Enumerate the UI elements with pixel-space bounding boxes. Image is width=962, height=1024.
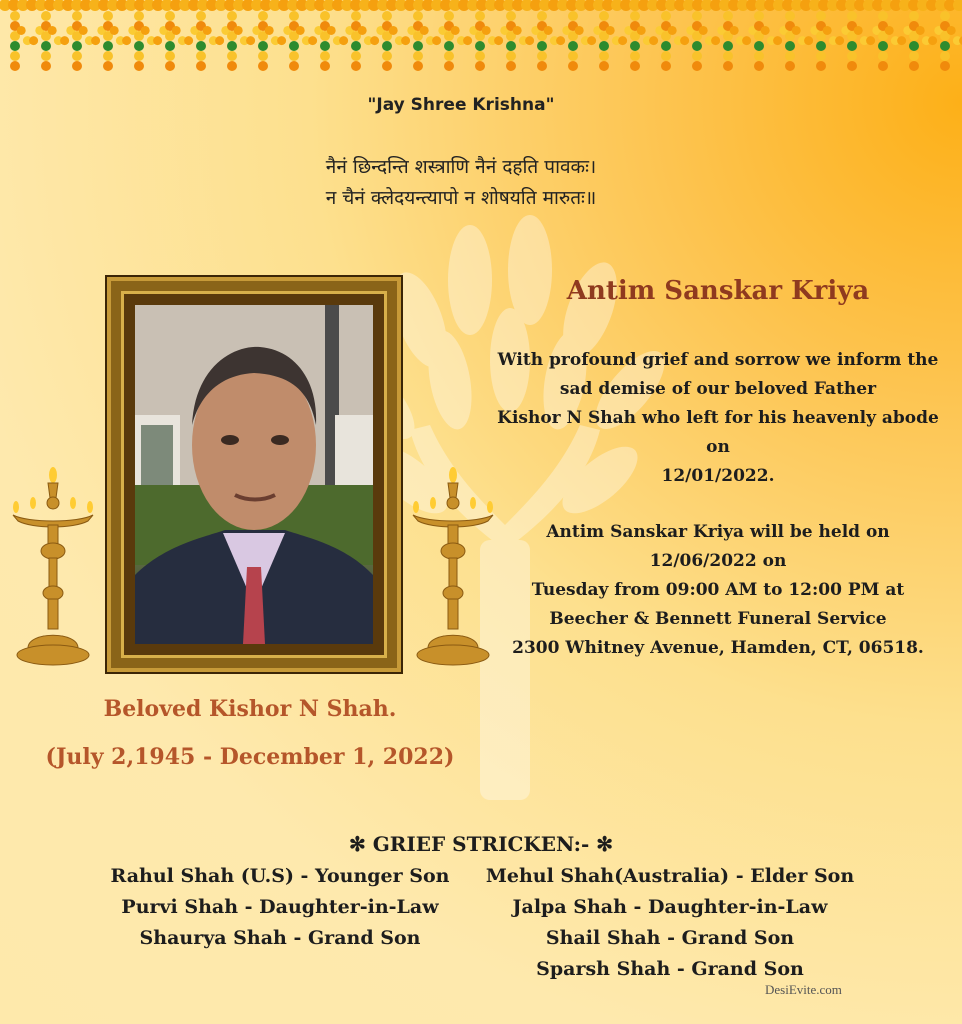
- marigold-flower: [103, 51, 113, 61]
- marigold-flower: [680, 36, 689, 45]
- marigold-flower: [661, 41, 671, 51]
- marigold-flower: [165, 11, 175, 21]
- marigold-flower: [885, 26, 894, 35]
- ceremony-details: [482, 518, 954, 663]
- marigold-flower: [277, 36, 286, 45]
- marigold-flower: [823, 26, 832, 35]
- marigold-flower: [599, 41, 609, 51]
- marigold-flower: [897, 36, 906, 45]
- marigold-flower: [940, 61, 950, 71]
- marigold-flower: [103, 61, 113, 71]
- marigold-flower: [444, 11, 454, 21]
- marigold-flower: [246, 36, 255, 45]
- marigold-flower: [692, 61, 702, 71]
- marigold-flower: [41, 51, 51, 61]
- marigold-flower: [909, 41, 919, 51]
- marigold-flower: [320, 61, 330, 71]
- portrait-photo: [135, 305, 373, 644]
- marigold-flower: [506, 11, 516, 21]
- marigold-flower: [10, 51, 20, 61]
- marigold-flower: [544, 26, 553, 35]
- marigold-flower: [513, 26, 522, 35]
- marigold-flower: [165, 61, 175, 71]
- marigold-flower: [816, 61, 826, 71]
- marigold-flower: [289, 41, 299, 51]
- marigold-flower: [599, 11, 609, 21]
- marigold-flower: [835, 36, 844, 45]
- marigold-flower: [134, 61, 144, 71]
- marigold-flower: [854, 26, 863, 35]
- marigold-flower: [661, 11, 671, 21]
- marigold-flower: [413, 11, 423, 21]
- marigold-flower: [203, 26, 212, 35]
- marigold-flower: [630, 11, 640, 21]
- marigold-flower: [785, 41, 795, 51]
- marigold-flower: [215, 36, 224, 45]
- marigold-flower: [909, 51, 919, 61]
- marigold-flower: [816, 41, 826, 51]
- marigold-flower: [339, 36, 348, 45]
- marigold-flower: [537, 11, 547, 21]
- family-member: Purvi Shah - Daughter-in-Law: [121, 896, 439, 918]
- marigold-flower: [692, 41, 702, 51]
- ceremony-title: Antim Sanskar Kriya: [566, 276, 870, 306]
- marigold-flower: [475, 51, 485, 61]
- marigold-flower: [382, 61, 392, 71]
- details-line: Beecher & Bennett Funeral Service: [549, 609, 887, 629]
- marigold-flower: [351, 51, 361, 61]
- marigold-flower: [785, 11, 795, 21]
- marigold-flower: [606, 26, 615, 35]
- family-member: Shail Shah - Grand Son: [545, 927, 795, 949]
- marigold-flower: [134, 11, 144, 21]
- family-list-left: [90, 861, 470, 954]
- marigold-flower: [320, 41, 330, 51]
- marigold-flower: [227, 41, 237, 51]
- obituary-paragraph: [482, 346, 954, 491]
- marigold-flower: [637, 26, 646, 35]
- marigold-flower: [878, 51, 888, 61]
- marigold-flower: [792, 26, 801, 35]
- marigold-flower: [227, 61, 237, 71]
- marigold-flower: [630, 41, 640, 51]
- marigold-flower: [184, 36, 193, 45]
- marigold-flower: [351, 11, 361, 21]
- marigold-flower: [103, 41, 113, 51]
- marigold-flower: [382, 41, 392, 51]
- family-list-right: [475, 861, 865, 985]
- marigold-flower: [308, 36, 317, 45]
- marigold-flower: [413, 41, 423, 51]
- marigold-flower: [153, 36, 162, 45]
- marigold-flower: [575, 26, 584, 35]
- diya-lamp-left-icon: [8, 463, 98, 673]
- marigold-flower: [41, 41, 51, 51]
- marigold-flower: [444, 41, 454, 51]
- marigold-flower: [878, 41, 888, 51]
- details-line: 12/06/2022 on: [649, 551, 787, 571]
- marigold-flower: [754, 51, 764, 61]
- marigold-flower: [668, 26, 677, 35]
- marigold-flower: [754, 61, 764, 71]
- marigold-flower: [723, 61, 733, 71]
- details-line: Tuesday from 09:00 AM to 12:00 PM at: [531, 580, 905, 600]
- marigold-flower: [227, 51, 237, 61]
- marigold-flower: [327, 26, 336, 35]
- marigold-flower: [370, 36, 379, 45]
- marigold-flower: [847, 11, 857, 21]
- marigold-flower: [134, 41, 144, 51]
- marigold-flower: [296, 26, 305, 35]
- marigold-flower: [444, 61, 454, 71]
- family-member: Mehul Shah(Australia) - Elder Son: [485, 865, 855, 887]
- marigold-flower: [482, 26, 491, 35]
- marigold-flower: [389, 26, 398, 35]
- marigold-flower: [475, 41, 485, 51]
- marigold-flower: [953, 0, 962, 11]
- marigold-flower: [413, 51, 423, 61]
- marigold-flower: [940, 41, 950, 51]
- marigold-flower: [10, 61, 20, 71]
- marigold-flower: [48, 26, 57, 35]
- marigold-flower: [29, 36, 38, 45]
- marigold-flower: [172, 26, 181, 35]
- marigold-garland: [0, 0, 962, 80]
- obituary-line: Kishor N Shah who left for his heavenly abode: [497, 408, 939, 428]
- marigold-flower: [568, 11, 578, 21]
- marigold-flower: [804, 36, 813, 45]
- marigold-flower: [692, 51, 702, 61]
- photo-frame: [107, 277, 401, 672]
- shloka-line: नैनं छिन्दन्ति शस्त्राणि नैनं दहति पावकः।: [325, 156, 597, 178]
- marigold-flower: [878, 61, 888, 71]
- marigold-flower: [630, 61, 640, 71]
- marigold-flower: [72, 51, 82, 61]
- marigold-flower: [196, 51, 206, 61]
- marigold-flower: [773, 36, 782, 45]
- marigold-flower: [649, 36, 658, 45]
- family-member: Shaurya Shah - Grand Son: [139, 927, 421, 949]
- marigold-flower: [72, 11, 82, 21]
- marigold-flower: [847, 51, 857, 61]
- marigold-flower: [10, 41, 20, 51]
- marigold-flower: [265, 26, 274, 35]
- marigold-flower: [506, 41, 516, 51]
- marigold-flower: [940, 11, 950, 21]
- marigold-flower: [761, 26, 770, 35]
- credit-watermark: DesiEvite.com: [765, 982, 842, 997]
- marigold-flower: [196, 11, 206, 21]
- marigold-flower: [916, 26, 925, 35]
- marigold-flower: [618, 36, 627, 45]
- marigold-flower: [754, 11, 764, 21]
- marigold-flower: [525, 36, 534, 45]
- marigold-flower: [785, 61, 795, 71]
- marigold-flower: [568, 61, 578, 71]
- marigold-flower: [947, 26, 956, 35]
- marigold-flower: [10, 11, 20, 21]
- marigold-flower: [568, 51, 578, 61]
- obituary-line: With profound grief and sorrow we inform the: [497, 350, 939, 370]
- marigold-flower: [475, 11, 485, 21]
- marigold-flower: [599, 61, 609, 71]
- marigold-flower: [816, 11, 826, 21]
- marigold-flower: [730, 26, 739, 35]
- marigold-flower: [141, 26, 150, 35]
- family-member: Jalpa Shah - Daughter-in-Law: [512, 896, 828, 918]
- marigold-flower: [506, 61, 516, 71]
- details-line: 2300 Whitney Avenue, Hamden, CT, 06518.: [512, 638, 924, 658]
- marigold-flower: [122, 36, 131, 45]
- marigold-flower: [420, 26, 429, 35]
- marigold-flower: [432, 36, 441, 45]
- marigold-flower: [351, 41, 361, 51]
- marigold-flower: [41, 61, 51, 71]
- marigold-flower: [866, 36, 875, 45]
- life-dates: (July 2,1945 - December 1, 2022): [45, 744, 455, 770]
- marigold-flower: [556, 36, 565, 45]
- marigold-flower: [661, 61, 671, 71]
- marigold-flower: [568, 41, 578, 51]
- obituary-line: 12/01/2022.: [661, 466, 775, 486]
- marigold-flower: [723, 41, 733, 51]
- marigold-flower: [320, 51, 330, 61]
- marigold-flower: [463, 36, 472, 45]
- marigold-flower: [742, 36, 751, 45]
- marigold-flower: [165, 41, 175, 51]
- marigold-flower: [537, 51, 547, 61]
- marigold-flower: [289, 11, 299, 21]
- family-member: Rahul Shah (U.S) - Younger Son: [110, 865, 450, 887]
- sanskrit-shloka: [0, 152, 922, 214]
- marigold-flower: [196, 41, 206, 51]
- marigold-flower: [537, 61, 547, 71]
- marigold-flower: [401, 36, 410, 45]
- marigold-flower: [60, 36, 69, 45]
- marigold-flower: [506, 51, 516, 61]
- deceased-name: Beloved Kishor N Shah.: [103, 696, 397, 722]
- obituary-line: on: [706, 437, 730, 457]
- marigold-flower: [258, 41, 268, 51]
- marigold-flower: [537, 41, 547, 51]
- marigold-flower: [847, 41, 857, 51]
- marigold-flower: [258, 11, 268, 21]
- marigold-flower: [258, 51, 268, 61]
- shloka-line: न चैनं क्लेदयन्त्यापो न शोषयति मारुतः॥: [325, 187, 597, 209]
- marigold-flower: [451, 26, 460, 35]
- blessing-heading: "Jay Shree Krishna": [367, 95, 555, 115]
- marigold-flower: [79, 26, 88, 35]
- marigold-flower: [587, 36, 596, 45]
- family-member: Sparsh Shah - Grand Son: [536, 958, 804, 980]
- marigold-flower: [234, 26, 243, 35]
- grief-heading: ✻ GRIEF STRICKEN:- ✻: [348, 832, 613, 856]
- marigold-flower: [711, 36, 720, 45]
- obituary-line: sad demise of our beloved Father: [559, 379, 877, 399]
- marigold-flower: [909, 61, 919, 71]
- marigold-flower: [444, 51, 454, 61]
- marigold-flower: [289, 51, 299, 61]
- marigold-flower: [17, 26, 26, 35]
- marigold-flower: [289, 61, 299, 71]
- marigold-flower: [103, 11, 113, 21]
- marigold-flower: [351, 61, 361, 71]
- marigold-flower: [630, 51, 640, 61]
- marigold-flower: [928, 36, 937, 45]
- marigold-flower: [909, 11, 919, 21]
- marigold-flower: [134, 51, 144, 61]
- marigold-flower: [599, 51, 609, 61]
- marigold-flower: [382, 51, 392, 61]
- marigold-flower: [165, 51, 175, 61]
- marigold-flower: [110, 26, 119, 35]
- marigold-flower: [91, 36, 100, 45]
- marigold-flower: [41, 11, 51, 21]
- marigold-flower: [475, 61, 485, 71]
- marigold-flower: [227, 11, 237, 21]
- marigold-flower: [723, 51, 733, 61]
- marigold-flower: [723, 11, 733, 21]
- marigold-flower: [940, 51, 950, 61]
- marigold-flower: [72, 61, 82, 71]
- marigold-flower: [816, 51, 826, 61]
- marigold-flower: [699, 26, 708, 35]
- marigold-flower: [878, 11, 888, 21]
- marigold-flower: [358, 26, 367, 35]
- marigold-flower: [382, 11, 392, 21]
- marigold-flower: [661, 51, 671, 61]
- marigold-flower: [494, 36, 503, 45]
- marigold-flower: [413, 61, 423, 71]
- marigold-flower: [785, 51, 795, 61]
- marigold-flower: [196, 61, 206, 71]
- marigold-flower: [72, 41, 82, 51]
- details-line: Antim Sanskar Kriya will be held on: [546, 522, 890, 542]
- marigold-flower: [320, 11, 330, 21]
- marigold-flower: [847, 61, 857, 71]
- marigold-flower: [754, 41, 764, 51]
- marigold-flower: [258, 61, 268, 71]
- marigold-flower: [692, 11, 702, 21]
